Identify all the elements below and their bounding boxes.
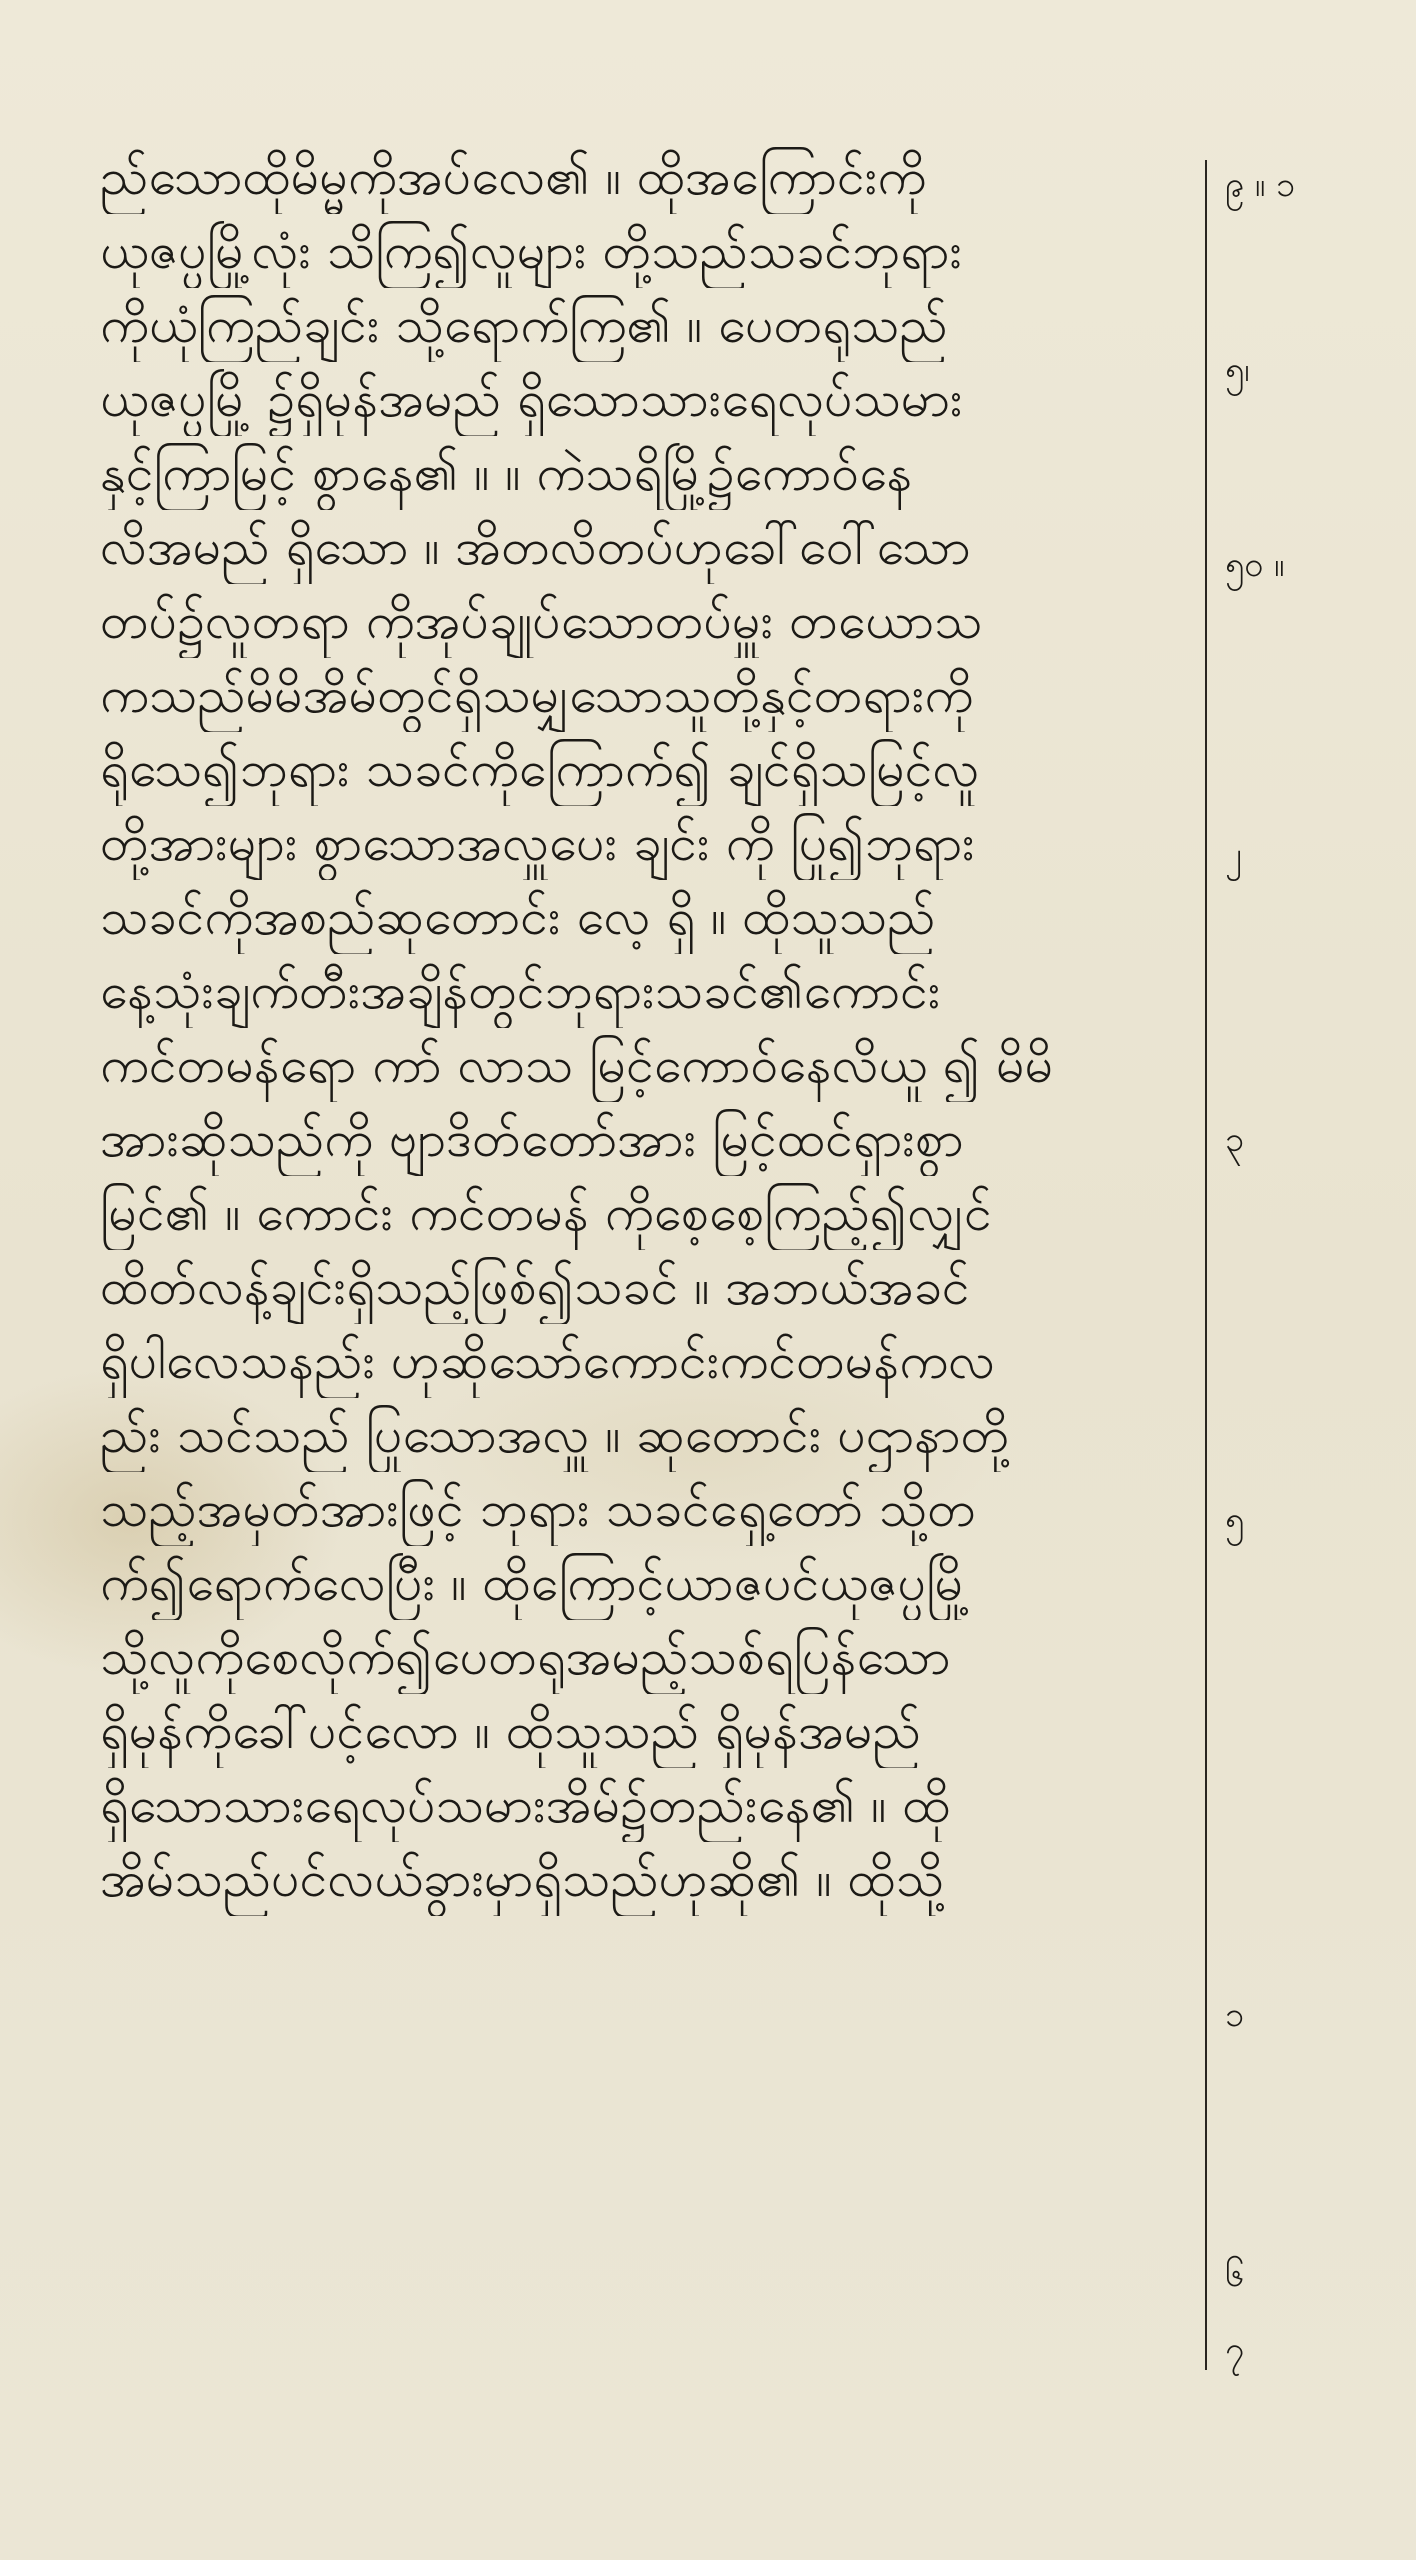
- body-text: [100, 140, 1190, 1916]
- text-line: သခင်ကိုအစည်ဆုတောင်း လေ့ ရှိ ။ ထိုသူသည်: [100, 888, 936, 946]
- margin-verse-ref: ၅၀ ။: [1225, 545, 1285, 585]
- text-line: တို့အားများ စွာသောအလှူပေး ချင်း ကို ပြု၍ဘုရား: [100, 814, 975, 872]
- text-line: ကသည်မိမိအိမ်တွင်ရှိသမျှသောသူတို့နှင့်တရားကို: [100, 666, 974, 724]
- margin-verse-ref: ၇: [1225, 2330, 1245, 2370]
- text-line: ည်း သင်သည် ပြုသောအလှူ ။ ဆုတောင်း ပဌာနာတို့: [100, 1406, 1010, 1464]
- text-line: နေ့သုံးချက်တီးအချိန်တွင်ဘုရားသခင်၏ကောင်း: [100, 962, 941, 1020]
- text-line: ထိတ်လန့်ချင်းရှိသည့်ဖြစ်၍သခင် ။ အဘယ်အခင်: [100, 1258, 970, 1316]
- text-line: သို့လူကိုစေလိုက်၍ပေတရုအမည့်သစ်ရပြန်သော: [100, 1628, 951, 1686]
- margin-verse-ref: ၉ ။ ၁: [1225, 165, 1296, 205]
- text-line: ကင်တမန်ရော ကာ် လာသ မြင့်ကောဝ်နေလိယူ ၍ မိမိ: [100, 1036, 1054, 1094]
- margin-rule: [1205, 160, 1207, 2370]
- text-line: ည်သောထိုမိမ္မကိုအပ်လေ၏ ။ ထိုအကြောင်းကို: [100, 148, 927, 206]
- text-line: ရှိသောသားရေလုပ်သမားအိမ်၌တည်းနေ၏ ။ ထို: [100, 1776, 951, 1834]
- text-line: ရှိမုန်ကိုခေါ်ပင့်လော ။ ထိုသူသည် ရှိမုန်အမည်: [100, 1702, 921, 1760]
- text-line: က်၍ရောက်လေပြီး ။ ထိုကြောင့်ယာဇပင်ယုဇပ္ပမြို့: [100, 1554, 971, 1612]
- margin-verse-ref: ၅: [1225, 1500, 1245, 1540]
- margin-verse-ref: ၅၊: [1225, 350, 1250, 390]
- text-line: နှင့်ကြာမြင့် စွာနေ၏ ။ ။ ကဲသရိမြို့၌ကောဝ်နေ: [100, 444, 913, 502]
- text-line: လိအမည် ရှိသော ။ အိတလိတပ်ဟုခေါ်ဝေါ်သော: [100, 518, 971, 576]
- margin-verse-ref: ၃: [1225, 1120, 1245, 1160]
- text-line: ယုဇပ္ပမြို့လုံး သိကြ၍လူများ တို့သည်သခင်ဘုရား: [100, 222, 963, 280]
- text-line: အိမ်သည်ပင်လယ်ခွားမှာရှိသည်ဟုဆို၏ ။ ထိုသို့: [100, 1850, 945, 1908]
- margin-verse-ref: ၁: [1225, 1995, 1245, 2035]
- margin-verse-ref: ၆: [1225, 2255, 1245, 2295]
- margin-verse-ref: ၂: [1225, 835, 1242, 875]
- text-line: ရှိပါလေသနည်း ဟုဆိုသော်ကောင်းကင်တမန်ကလ: [100, 1332, 996, 1390]
- text-line: ရိုသေ၍ဘုရား သခင်ကိုကြောက်၍ ချင်ရှိသမြင့်လူ: [100, 740, 980, 798]
- text-line: သည့်အမှတ်အားဖြင့် ဘုရား သခင်ရှေ့တော် သို့တ: [100, 1480, 976, 1538]
- text-line: တပ်၌လူတရာ ကိုအုပ်ချုပ်သောတပ်မှူး တယောသ: [100, 592, 983, 650]
- text-line: အားဆိုသည်ကို ဗျာဒိတ်တော်အား မြင့်ထင်ရှားစွာ: [100, 1110, 964, 1168]
- text-line: ယုဇပ္ပမြို့ ၌ရှိမုန်အမည် ရှိသောသားရေလုပ်သမား: [100, 370, 963, 428]
- text-line: မြင်၏ ။ ကောင်း ကင်တမန် ကိုစေ့စေ့ကြည့်၍လျှင်: [100, 1184, 992, 1242]
- text-line: ကိုယုံကြည်ချင်း သို့ရောက်ကြ၏ ။ ပေတရုသည်: [100, 296, 948, 354]
